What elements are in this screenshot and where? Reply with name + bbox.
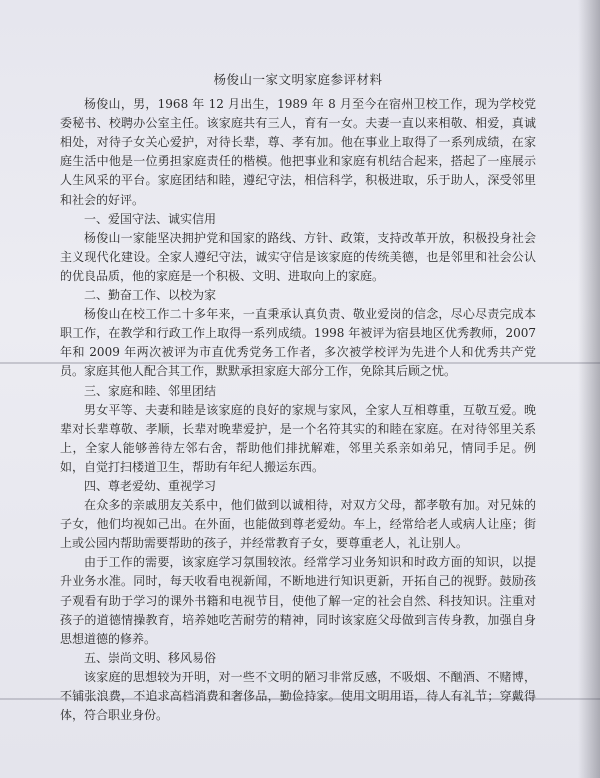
- section-heading-4: 四、尊老爱幼、重视学习: [84, 478, 217, 493]
- section-heading-2: 二、勤奋工作、以校为家: [84, 288, 217, 303]
- document-body: [60, 70, 536, 725]
- document-title: 杨俊山一家文明家庭参评材料: [213, 72, 383, 87]
- paragraph-section-3: 男女平等、夫妻和睦是该家庭的良好的家规与家风，全家人互相尊重，互敬互爱。晚辈对长辈尊敬、孝顺，长辈对晚辈爱护，是一个名符其实的和睦在家庭。在对待邻里关系上，全家人能够善待左邻右舍，帮助他们排扰解难，邻里关系亲如弟兄，情同手足。例如，自觉打扫楼道卫生，帮助有年纪人搬运东西。: [60, 402, 536, 474]
- paragraph-section-5: 该家庭的思想较为开明，对一些不文明的陋习非常反感，不吸烟、不酗酒、不赌博，不铺张浪费，不追求高档消费和奢侈品，勤俭持家。使用文明用语，待人有礼节；穿戴得体，符合职业身份。: [60, 669, 536, 723]
- section-heading-5: 五、崇尚文明、移风易俗: [84, 650, 217, 665]
- paragraph-section-2: 杨俊山在校工作二十多年来，一直秉承认真负责、敬业爱岗的信念，尽心尽责完成本职工作，在教学和行政工作上取得一系列成绩。1998 年被评为宿县地区优秀教师，2007 年和 2009 年两次被评为市直优秀党务工作者，多次被学校评为先进个人和优秀共产党员。家庭其他人配合其工作，默默承担家庭大部分工作，免除其后顾之忧。: [60, 307, 536, 379]
- paragraph-section-1: 杨俊山一家能坚决拥护党和国家的路线、方针、政策，支持改革开放，积极投身社会主义现代化建设。全家人遵纪守法，诚实守信是该家庭的传统美德，也是邻里和社会公认的优良品质，他的家庭是一个积极、文明、进取向上的家庭。: [60, 230, 536, 283]
- section-heading-1: 一、爱国守法、诚实信用: [84, 211, 217, 226]
- section-heading-3: 三、家庭和睦、邻里团结: [84, 383, 217, 398]
- paragraph-section-4b: 由于工作的需要，该家庭学习氛围较浓。经常学习业务知识和时政方面的知识，以提升业务水准。同时，每天收看电视新闻，不断地进行知识更新，开拓自己的视野。鼓励孩子观看有助于学习的课外书籍和电视节目，使他了解一定的社会自然、科技知识。注重对孩子的道德情操教育，培养她吃苦耐劳的精神，同时该家庭父母做到言传身教，加强自身思想道德的修养。: [60, 555, 536, 646]
- paragraph-section-4a: 在众多的亲戚朋友关系中，他们做到以诚相待，对双方父母，都孝敬有加。对兄妹的子女，他们均视如己出。在外面，也能做到尊老爱幼。车上，经常给老人或病人让座；街上或公园内帮助需要帮助的孩子，并经常教育子女，要尊重老人，礼让别人。: [60, 498, 536, 551]
- paragraph-intro: 杨俊山，男，1968 年 12 月出生，1989 年 8 月至今在宿州卫校工作，现为学校党委秘书、校聘办公室主任。该家庭共有三人，育有一女。夫妻一直以来相敬、相爱，真诚相处，对待子女关心爱护，对待长辈，尊、孝有加。他在事业上取得了一系列成绩，在家庭生活中他是一位勇担家庭责任的楷模。他把事业和家庭有机结合起来，搭起了一座展示人生风采的平台。家庭团结和睦，遵纪守法，相信科学，积极进取，乐于助人，深受邻里和社会的好评。: [60, 97, 536, 207]
- scan-edge-shadow: [578, 0, 600, 778]
